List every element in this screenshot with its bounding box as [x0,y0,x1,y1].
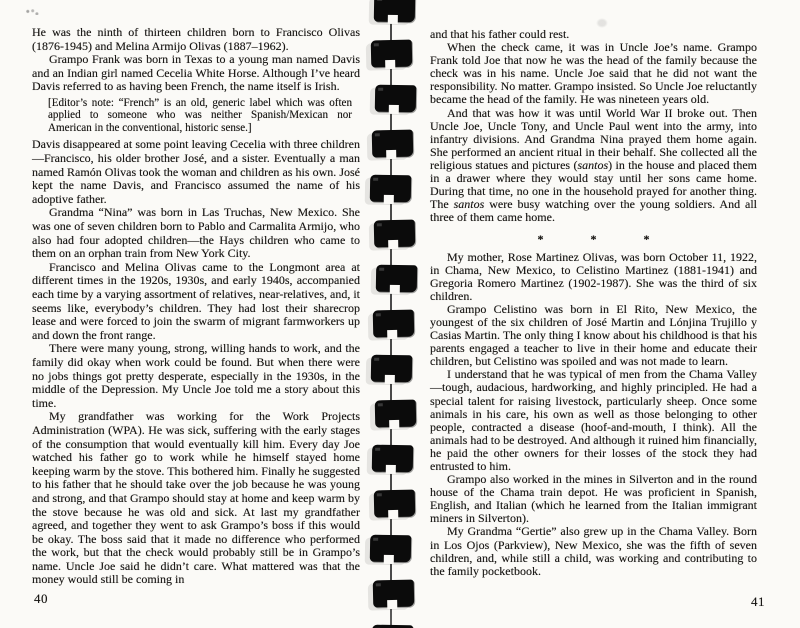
binding-hole [372,625,413,628]
paragraph: When the check came, it was in Uncle Joe’s name. Grampo Frank told Joe that now he was the head of the family because the check was in his name. Uncle Joe said that he did not want the responsibility. No matter. Grampo insisted. So Uncle Joe reluctantly became the head of the family. He was nineteen years old. [430,40,757,107]
paragraph: Grandma “Nina” was born in Las Truchas, New Mexico. She was one of seven children born to Pablo and Carmalita Armijo, who also had four adopted children—the Hays children who came to them on an orphan train from New York City. [32,205,360,261]
binding-hole [374,220,416,248]
binding-hole [372,445,413,473]
paragraph: My mother, Rose Martinez Olivas, was born October 11, 1922, in Chama, New Mexico, to Celistino Martinez (1881-1941) and Gregoria Romero Martinez (1902-1987). She was the third of six children. [430,249,757,303]
binding-hole [373,310,415,338]
paragraph: Grampo Celistino was born in El Rito, New Mexico, the youngest of the six children of José Martin and Lónjina Trujillo y Casias Martin. The only thing I know about his childhood is that his parents engaged a teacher to live in their home and educate their children, but Celistino was spoiled and was not made to learn. [430,301,757,369]
binding-hole [371,40,413,68]
paragraph: Davis disappeared at some point leaving Cecelia with three children—Francisco, his older brother José, and a sister. Eventually a man named Ramón Olivas took the woman and children as his own. José kept the name Davis, and Francisco assumed the name of his adoptive father. [32,137,360,206]
binding-spine-line [390,0,392,628]
binding-hole [375,85,416,113]
scan-smudge [25,9,39,15]
binding-hole [376,265,417,293]
binding-hole [373,580,415,608]
left-page-text [32,26,360,587]
binding-hole [370,175,411,203]
binding-hole [370,535,411,563]
paragraph: Grampo also worked in the mines in Silverton and in the round house of the Chama train depot. He was proficient in Spanish, English, and Italian (which he learned from the Italian immigrant miners in Silverton). [430,472,757,526]
binding-hole [374,0,415,22]
paragraph: Francisco and Melina Olivas came to the Longmont area at different times in the 1920s, 1930s, and early 1940s, accompanied each time by a varying assortment of relatives, near-relatives, and, it seems like, everybody’s children. They had lost their sharecrop lease and were forced to join the swarm of migrant farmworkers up and down the front range. [32,259,360,342]
paragraph: Grampo Frank was born in Texas to a young man named Davis and an Indian girl named Cecelia White Horse. Although I’ve heard Davis referred to as having been French, the name itself is Irish. [32,52,360,94]
right-page-number: 41 [751,594,765,609]
left-page-number: 40 [34,591,48,606]
scan-smudge [596,18,608,28]
binding-hole [372,130,414,158]
paragraph: My Grandma “Gertie” also grew up in the Chama Valley. Born in Los Ojos (Parkview), New Mexico, she was the fifth of seven children, and, while still a child, was working and contributing to the family pocketbook. [430,524,757,578]
paragraph: My grandfather was working for the Work Projects Administration (WPA). He was sick, suffering with the early stages of the consumption that would eventually kill him. Every day Joe watched his father go to work while he himself stayed home keeping warm by the stove. This bothered him. Finally he suggested to his father that he should take over the job because he was young and strong, and that Grampo should stay at home and keep warm by the stove because he was old and sick. At last my grandfather agreed, and together they went to ask Grampo’s boss if this would be okay. The boss said that it made no difference who performed the work, but that the check would probably still be in Grampo’s name. Uncle Joe said he didn’t care. What mattered was that the money would still be coming in [32,409,360,587]
paragraph: He was the ninth of thirteen children born to Francisco Olivas (1876-1945) and Melina Armijo Olivas (1887–1962). [32,25,360,53]
binding-hole [375,400,417,428]
paragraph: And that was how it was until World War II broke out. Then Uncle Joe, Uncle Tony, and Uncle Paul went into the army, into infantry divisions. And Grandma Nina prayed them home again. She performed an ancient ritual in their behalf. She collected all the religious statues and pictures (santos) in the house and placed them in a drawer where they would stay until her sons came home. During that time, no one in the household prayed for another thing. The santos were busy watching over the young soldiers. And all three of them came home. [430,105,757,225]
paragraph: and that his father could rest. [430,27,570,41]
paragraph: I understand that he was typical of men from the Chama Valley—tough, audacious, hardworking, and highly principled. He had a special talent for raising livestock, particularly sheep. Once some animals in his care, his own as well as those belonging to other people, contracted a disease (hoof-and-mouth, I think). All the animals had to be destroyed. And although it ruined him financially, he paid the other owners for their losses of the stock they had entrusted to him. [430,367,757,473]
right-page-text [430,28,757,578]
paragraph: There were many young, strong, willing hands to work, and the family did okay when work could be found. But when there were no jobs things got pretty desperate, especially in the 1930s, in the middle of the Depression. My Uncle Joe told me a story about this time. [32,341,360,410]
paragraph: [Editor’s note: “French” is an old, generic label which was often applied to someone who was neither Spanish/Mexican nor American in the conventional, historic sense.] [48,96,352,134]
binding-hole [371,355,412,383]
section-separator: * * * [537,232,672,247]
binding-hole [374,490,416,518]
